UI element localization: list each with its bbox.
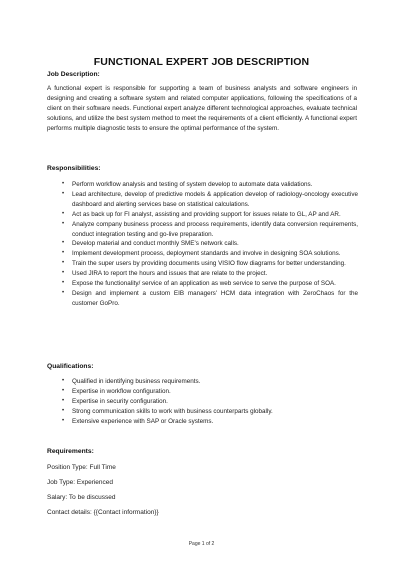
- responsibility-item: [62, 289, 358, 309]
- bullet-icon: •: [62, 270, 65, 277]
- responsibility-item-text: Implement development process, deployment standards and involve in designing SOA solutions.: [72, 250, 341, 258]
- responsibility-item: [62, 249, 358, 259]
- responsibility-item-text: Used JIRA to report the hours and issues that are relate to the project.: [72, 270, 268, 278]
- qualification-item-text: Expertise in workflow configuration.: [72, 387, 171, 395]
- responsibility-item: [62, 220, 358, 240]
- salary: Salary: To be discussed: [47, 494, 116, 501]
- bullet-icon: •: [62, 220, 65, 227]
- bullet-icon: •: [62, 190, 65, 197]
- bullet-icon: •: [62, 397, 65, 404]
- qualification-item: [62, 417, 358, 427]
- qualification-item-text: Expertise in security configuration.: [72, 397, 168, 405]
- qualification-item: [62, 397, 358, 407]
- responsibility-item: [62, 239, 358, 249]
- bullet-icon: •: [62, 260, 65, 267]
- responsibilities-heading: Responsibilities:: [47, 165, 101, 172]
- qualification-item: [62, 377, 358, 387]
- qualification-item-text: Strong communication skills to work with business counterparts globally.: [72, 407, 273, 415]
- bullet-icon: •: [62, 387, 65, 394]
- responsibility-item: [62, 190, 358, 210]
- qualifications-list: [62, 377, 358, 427]
- contact-details: Contact details: {{Contact information}}: [47, 509, 159, 516]
- responsibility-item: [62, 279, 358, 289]
- bullet-icon: •: [62, 240, 65, 247]
- qualifications-heading: Qualifications:: [47, 363, 94, 370]
- responsibility-item-text: Expose the functionality/ service of an application as web service to serve the purpose of SOA.: [72, 280, 336, 288]
- responsibility-item: [62, 259, 358, 269]
- responsibility-item: [62, 210, 358, 220]
- bullet-icon: •: [62, 280, 65, 287]
- responsibility-item-text: Act as back up for FI analyst, assisting and providing support for issues relate to GL, AP and AR.: [72, 210, 341, 218]
- job-type: Job Type: Experienced: [47, 479, 114, 486]
- bullet-icon: •: [62, 378, 65, 384]
- responsibility-item-text: Develop material and conduct monthly SME's network calls.: [72, 240, 239, 248]
- bullet-icon: •: [62, 417, 65, 424]
- bullet-icon: •: [62, 289, 65, 296]
- job-description-text: A functional expert is responsible for supporting a team of business analysts and software engineers in designing and creating a software system and related computer applications, following the specifications of a client on their software needs. Functional expert analyze different technological approaches, evaluate technical solutions, and utilize the best system method to meet the requirements of a client efficiently. A functional expert performs multiple diagnostic tests to ensure the optimal performance of the system.: [47, 85, 357, 132]
- responsibilities-list: [62, 180, 358, 309]
- position-type: Position Type: Full Time: [47, 464, 116, 471]
- qualification-item-text: Extensive experience with SAP or Oracle systems.: [72, 417, 214, 425]
- qualification-item-text: Qualified in identifying business requirements.: [72, 378, 201, 385]
- requirements-heading: Requirements:: [47, 448, 94, 455]
- responsibility-item-text: Lead architecture, develop of predictive models & application develop of radiology-oncology executive dashboard and alerting services base on statistical calculations.: [72, 190, 358, 208]
- responsibility-item-text: Perform workflow analysis and testing of system develop to automate data validations.: [72, 181, 313, 188]
- responsibility-item-text: Train the super users by providing documents using VISIO flow diagrams for better understanding.: [72, 260, 346, 268]
- qualification-item: [62, 407, 358, 417]
- page-title: FUNCTIONAL EXPERT JOB DESCRIPTION: [93, 56, 310, 68]
- bullet-icon: •: [62, 407, 65, 414]
- page-footer: Page 1 of 2: [188, 541, 215, 547]
- responsibility-item: [62, 180, 358, 190]
- responsibility-item-text: Design and implement a custom EIB managers' HCM data integration with ZeroChaos for the customer GoPro.: [72, 289, 358, 307]
- bullet-icon: •: [62, 181, 65, 187]
- bullet-icon: •: [62, 210, 65, 217]
- qualification-item: [62, 387, 358, 397]
- bullet-icon: •: [62, 250, 65, 257]
- responsibility-item: [62, 269, 358, 279]
- job-description-heading: Job Description:: [47, 71, 100, 78]
- responsibility-item-text: Analyze company business process and process requirements, identify data conversion requirements, conduct integration testing and go-live preparation.: [72, 220, 358, 238]
